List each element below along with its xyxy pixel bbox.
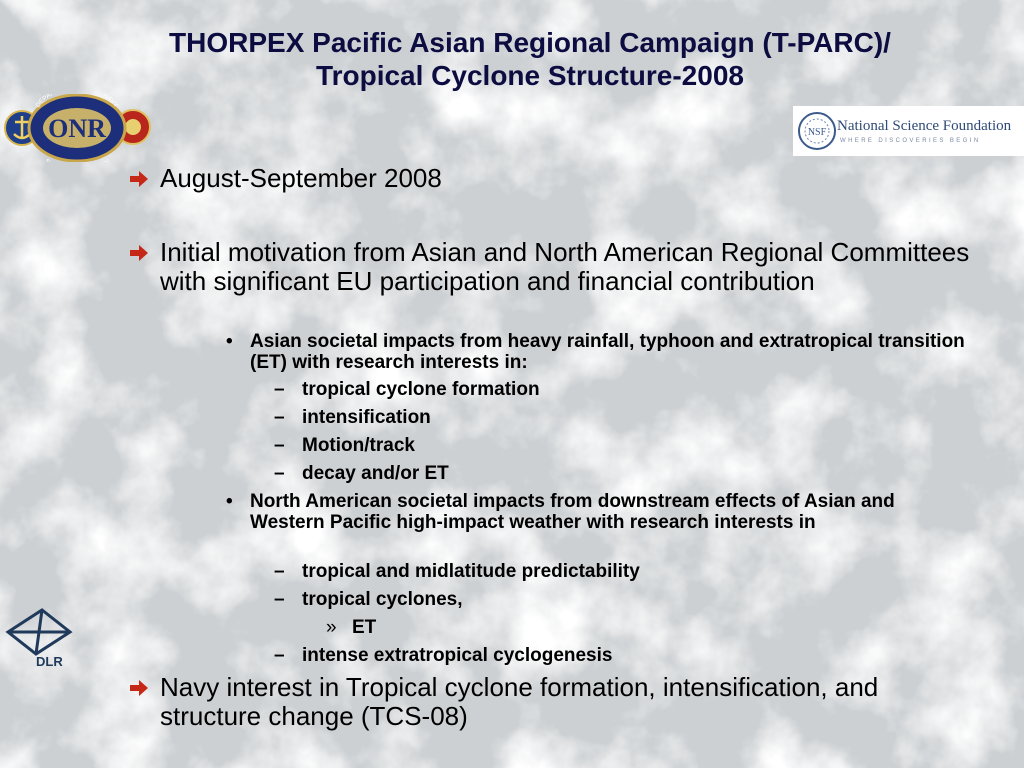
dlr-logo <box>2 606 82 670</box>
svg-text:ONR: ONR <box>48 114 106 143</box>
onr-logo <box>2 94 152 162</box>
nsf-name: National Science Foundation <box>837 118 1012 134</box>
svg-text:DEPARTMENT OF THE NAVY: DEPA NAVY <box>34 94 120 109</box>
bullet-l3: – tropical and midlatitude predictability <box>274 561 640 582</box>
bullet-l3: – intensification <box>274 407 431 428</box>
bullet-l3: – decay and/or ET <box>274 463 449 484</box>
slide-title <box>40 26 1020 92</box>
bullet-l1: August-September 2008 <box>160 164 980 193</box>
bullet-l3: – intense extratropical cyclogenesis <box>274 645 613 666</box>
bullet-l1: Initial motivation from Asian and North American Regional Committees with significant EU participation and financial contribution <box>160 238 980 296</box>
bullet-l3: – tropical cyclones, <box>274 589 463 610</box>
nsf-tagline: WHERE DISCOVERIES BEGIN <box>840 138 981 144</box>
title-line-1: THORPEX Pacific Asian Regional Campaign (T-PARC)/ <box>169 27 891 58</box>
arrow-bullet-icon <box>130 245 148 261</box>
bullet-l2: • Asian societal impacts from heavy rainfall, typhoon and extratropical transition (ET) with research interests in: <box>226 331 965 373</box>
arrow-bullet-icon <box>130 680 148 696</box>
svg-text:DLR: DLR <box>36 654 63 669</box>
svg-text:NSF: NSF <box>807 127 827 138</box>
bullet-l1: Navy interest in Tropical cyclone formation, intensification, and structure change (TCS-08) <box>160 673 980 731</box>
arrow-bullet-icon <box>130 171 148 187</box>
nsf-logo <box>793 106 1024 156</box>
bullet-l3: – Motion/track <box>274 435 415 456</box>
nsf-seal-icon <box>797 109 837 153</box>
title-line-2: Tropical Cyclone Structure-2008 <box>316 60 744 91</box>
bullet-l4: » ET <box>326 617 377 638</box>
bullet-l3: – tropical cyclone formation <box>274 379 540 400</box>
svg-text:Science & Technology: y <box>103 158 111 162</box>
bullet-l2: • North American societal impacts from downstream effects of Asian and Western Pacific high-impact weather with research interests in <box>226 491 895 533</box>
